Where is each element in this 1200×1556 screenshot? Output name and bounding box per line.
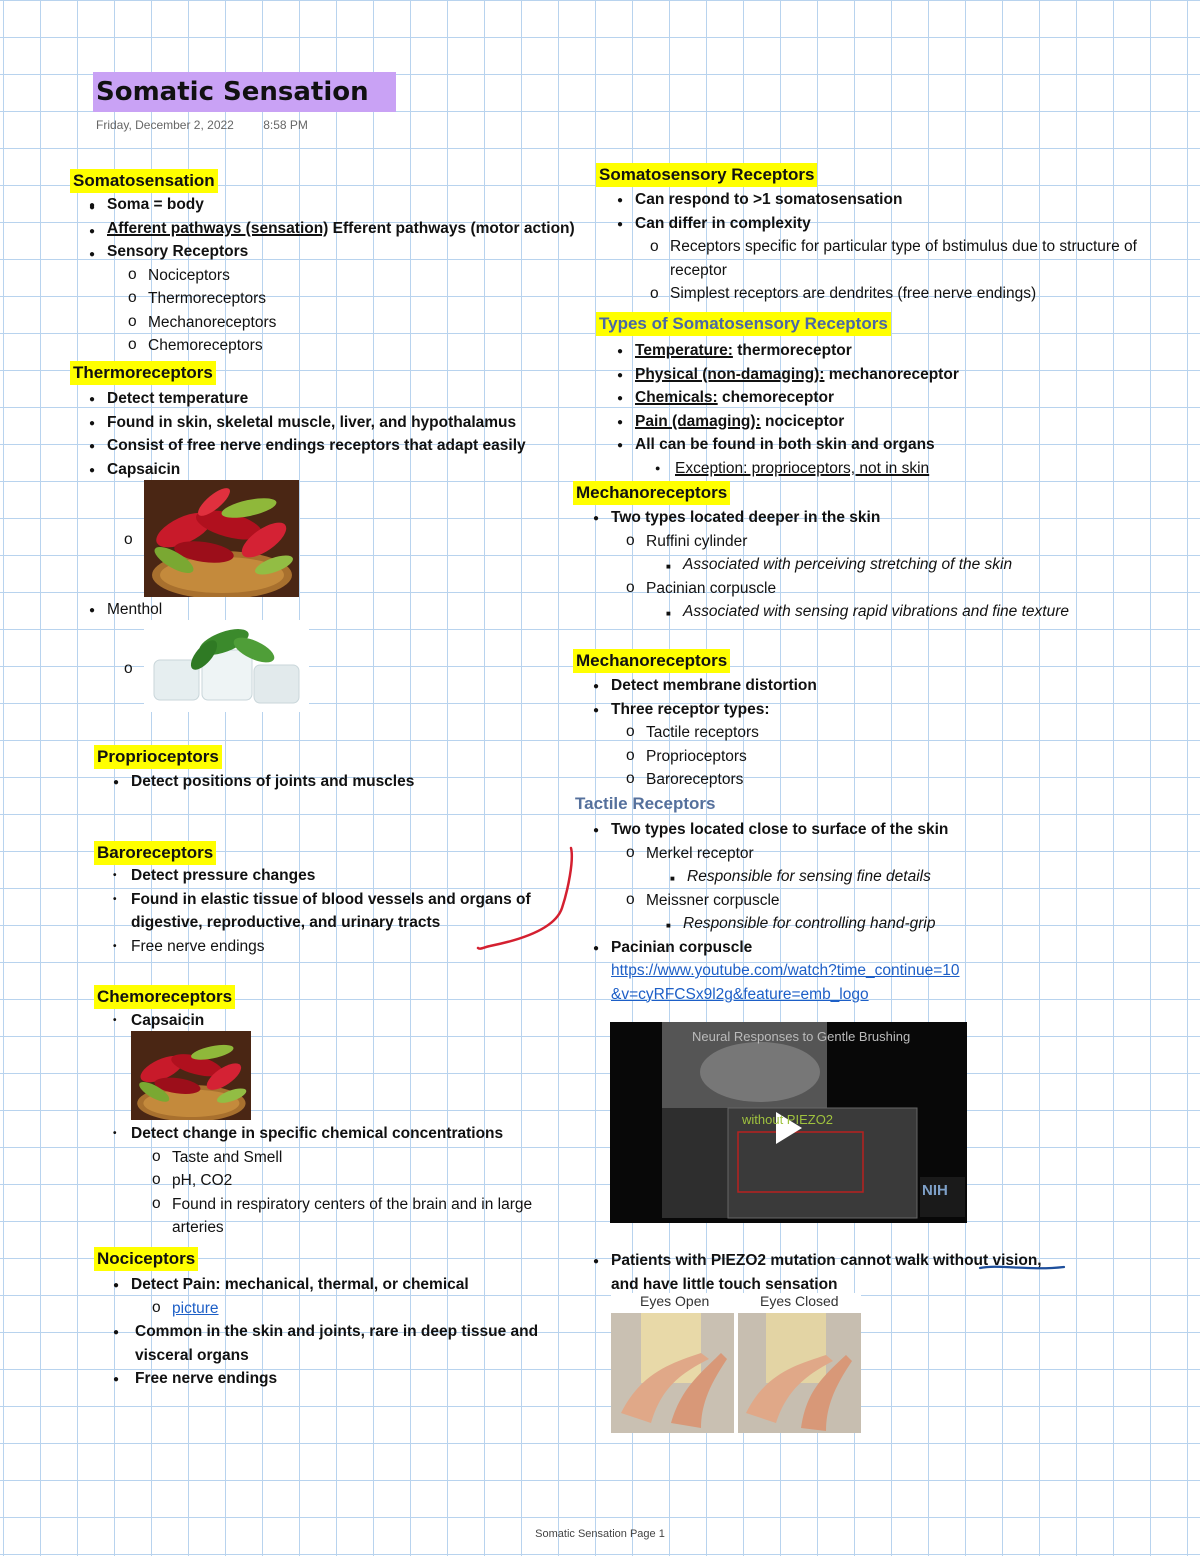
list-item: o Ruffini cylinder (646, 530, 1069, 554)
list-item: ● Detect Pain: mechanical, thermal, or chemical (131, 1273, 571, 1297)
capsaicin-peppers-image (144, 480, 299, 597)
menthol-ice-mint-image (144, 620, 309, 712)
list-item: ● Menthol (107, 598, 162, 622)
nih-logo: NIH (922, 1182, 948, 1199)
list-item: Detect pressure changes (131, 867, 316, 884)
types-heading: Types of Somatosensory Receptors (596, 312, 891, 336)
thermoreceptors-heading: Thermoreceptors (70, 361, 216, 385)
video-caption: without PIEZO2 (742, 1112, 834, 1127)
list-item: ■ Responsible for sensing fine details (687, 865, 960, 889)
video-title: Neural Responses to Gentle Brushing (692, 1029, 911, 1044)
blue-ink-annotation (978, 1262, 1068, 1274)
tactile-receptors-heading: Tactile Receptors (575, 794, 716, 813)
somatosensation-heading: Somatosensation (70, 169, 218, 193)
list-item: Afferent pathways (sensation) (107, 219, 329, 237)
list-item: o Chemoreceptors (148, 334, 575, 358)
list-item: o Meissner corpuscle (646, 889, 960, 913)
baroreceptors-heading: Baroreceptors (94, 841, 216, 865)
page-date: Friday, December 2, 2022 (96, 118, 234, 132)
page-time: 8:58 PM (263, 118, 308, 132)
list-item: ● Patients with PIEZO2 mutation cannot walk without vision, (611, 1249, 1091, 1273)
type-key: Pain (damaging): (635, 412, 761, 430)
exception-note: Exception: proprioceptors, not in skin (675, 459, 930, 477)
list-item: ■ Responsible for controlling hand-grip (683, 912, 960, 936)
type-key: Physical (non-damaging): (635, 365, 825, 383)
mechanoreceptors-heading-1: Mechanoreceptors (573, 481, 730, 505)
list-item: ● All can be found in both skin and organs (635, 433, 959, 457)
list-item: ● Two types located close to surface of the skin (611, 818, 960, 842)
list-item: o Baroreceptors (646, 768, 817, 792)
thermoreceptors-list (107, 387, 526, 481)
type-value: mechanoreceptor (824, 365, 959, 383)
list-item: Receptors specific for particular type of bstimulus due to structure of receptor (670, 238, 1137, 279)
somatosensory-receptors-heading: Somatosensory Receptors (596, 163, 817, 187)
eyes-closed-label: Eyes Closed (760, 1293, 839, 1309)
somatosensation-list (107, 193, 575, 358)
list-item: ● Capsaicin (107, 458, 526, 482)
list-item: o Thermoreceptors (148, 287, 575, 311)
list-item: Capsaicin (131, 1012, 205, 1029)
list-item: ■ Associated with sensing rapid vibrations and fine texture (683, 600, 1069, 624)
list-item: ● Detect positions of joints and muscles (131, 770, 414, 794)
list-item: Soma = body (107, 196, 204, 213)
type-value: nociceptor (760, 412, 845, 430)
somatosensation-section (70, 169, 218, 193)
list-item: o Merkel receptor (646, 842, 960, 866)
list-item: ● Detect temperature (107, 387, 526, 411)
list-item: ● Detect membrane distortion (611, 674, 817, 698)
page-meta (96, 118, 334, 132)
list-item: o Nociceptors (148, 264, 575, 288)
list-item: ● Common in the skin and joints, rare in deep tissue and visceral organs (131, 1320, 571, 1367)
list-item: Detect change in specific chemical concentrations (131, 1125, 504, 1142)
list-item: ● Consist of free nerve endings receptors that adapt easily (107, 434, 526, 458)
video-thumbnail[interactable] (610, 1022, 967, 1223)
type-value: thermoreceptor (732, 342, 852, 359)
list-item: o Mechanoreceptors (148, 311, 575, 335)
list-item: o pH, CO2 (172, 1169, 551, 1193)
capsaicin-peppers-image-small (131, 1031, 251, 1120)
mechanoreceptors-heading-2: Mechanoreceptors (573, 649, 730, 673)
red-ink-annotation (470, 840, 585, 955)
list-item: and have little touch sensation (611, 1275, 838, 1293)
eyes-open-label: Eyes Open (640, 1293, 710, 1309)
list-item: ● Pacinian corpuscle (611, 936, 960, 960)
list-item: o Tactile receptors (646, 721, 817, 745)
list-item: ● Can differ in complexity (635, 212, 1195, 236)
bullet-column: ● ● ● (89, 202, 96, 260)
list-item: o Found in respiratory centers of the brain and in large arteries (172, 1193, 542, 1240)
list-item: Free nerve endings (131, 937, 265, 955)
page-title: Somatic Sensation (93, 72, 396, 112)
nociceptors-heading: Nociceptors (94, 1247, 198, 1271)
piezo-hands-image (611, 1293, 861, 1433)
type-value: chemoreceptor (717, 389, 834, 406)
type-key: Temperature: (635, 342, 733, 359)
list-item: ● Free nerve endings (131, 1367, 571, 1391)
list-item: o Proprioceptors (646, 745, 817, 769)
picture-link[interactable]: picture (172, 1299, 219, 1317)
list-item: ● Three receptor types: (611, 698, 817, 722)
list-item: Found in elastic tissue of blood vessels and organs of digestive, reproductive, and urinary tracts (131, 890, 531, 931)
type-key: Chemicals: (635, 389, 718, 406)
list-item: ● Can respond to >1 somatosensation (635, 188, 1195, 212)
list-item: ● Two types located deeper in the skin (611, 506, 1069, 530)
list-item: ● Found in skin, skeletal muscle, liver, and hypothalamus (107, 411, 526, 435)
proprioceptors-heading: Proprioceptors (94, 745, 222, 769)
youtube-link-line-1[interactable]: https://www.youtube.com/watch?time_continue=10 (611, 962, 960, 979)
list-item: Simplest receptors are dendrites (free nerve endings) (670, 285, 1037, 302)
youtube-link-line-2[interactable]: &v=cyRFCSx9l2g&feature=emb_logo (611, 985, 869, 1003)
list-item: Efferent pathways (motor action) (328, 219, 575, 237)
list-item: Sensory Receptors (107, 243, 249, 260)
page-footer: Somatic Sensation Page 1 (535, 1528, 665, 1540)
chemoreceptors-heading: Chemoreceptors (94, 985, 235, 1009)
list-item: o Pacinian corpuscle (646, 577, 1069, 601)
list-item: ■ Associated with perceiving stretching of the skin (683, 553, 1069, 577)
list-item: o Taste and Smell (172, 1146, 551, 1170)
